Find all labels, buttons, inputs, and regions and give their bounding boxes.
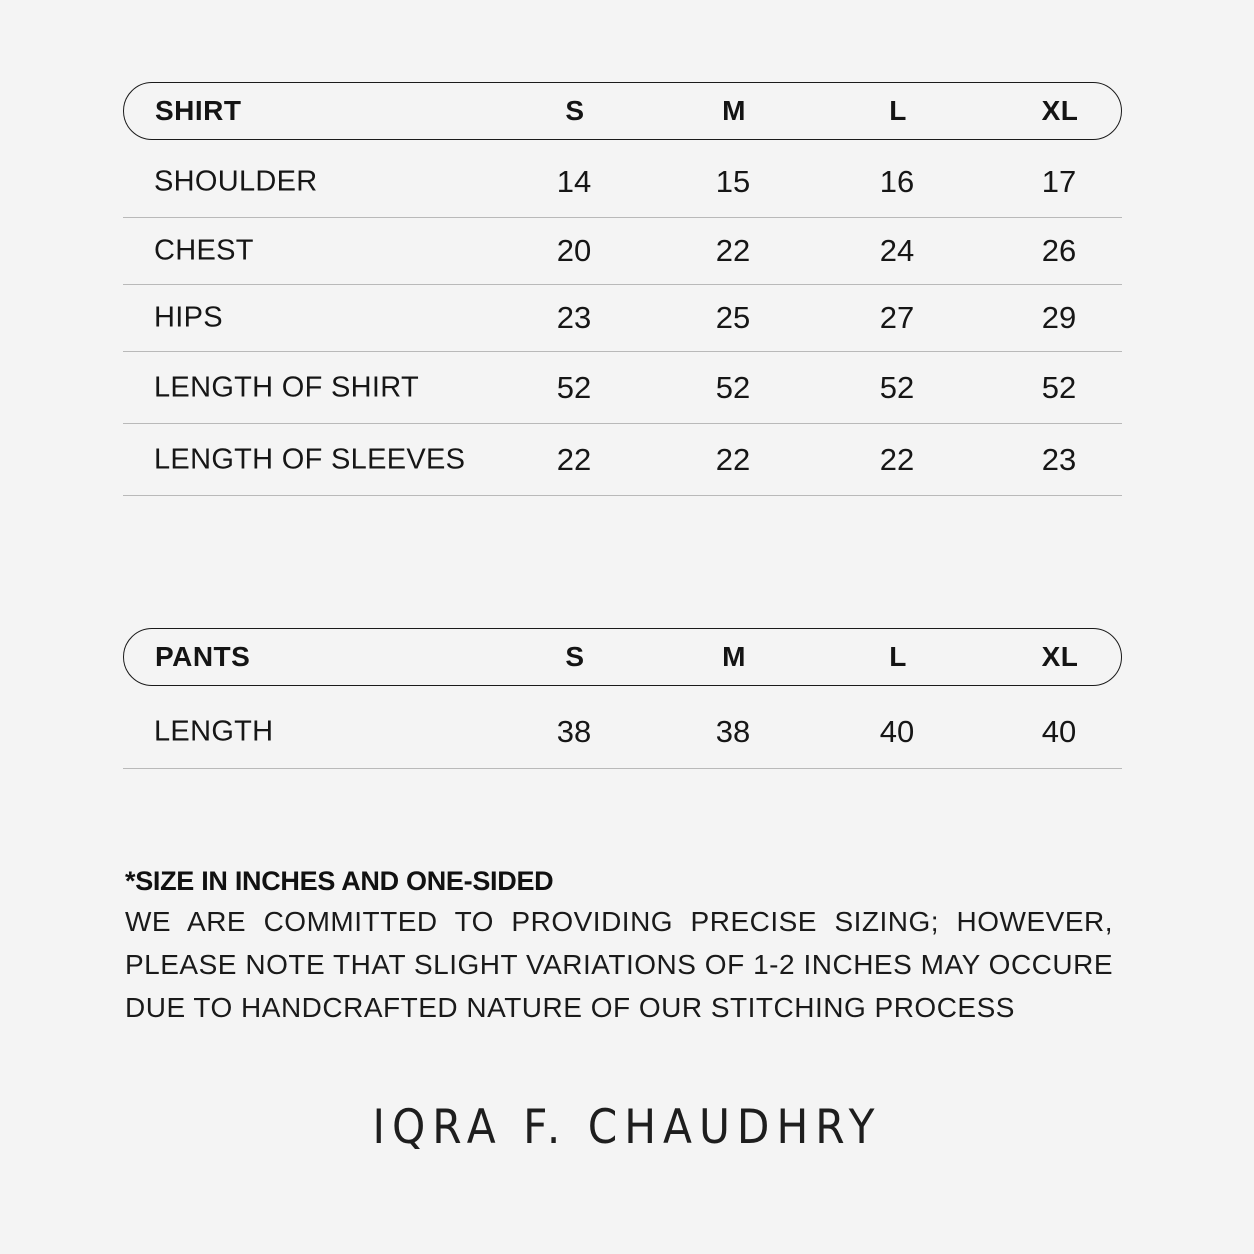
row-value-xl: 17 (1041, 163, 1077, 199)
shirt-header-label: SHIRT (155, 95, 242, 126)
row-label: HIPS (154, 301, 223, 334)
row-value-xl: 40 (1041, 713, 1077, 749)
shirt-header-size-xl: XL (1041, 95, 1079, 126)
shirt-header-size-l: L (889, 95, 907, 126)
table-row-hips (123, 285, 1122, 352)
sizing-note-text: WE ARE COMMITTED TO PROVIDING PRECISE SIZING; HOWEVER, PLEASE NOTE THAT SLIGHT VARIATIONS OF 1-2 INCHES MAY OCCURE DUE TO HANDCRAFTED NATURE OF OUR STITCHING PROCESS (125, 906, 1113, 1023)
row-label: LENGTH OF SLEEVES (154, 443, 466, 475)
row-value-s: 20 (556, 233, 592, 268)
row-value-xl: 29 (1041, 300, 1077, 335)
table-row-shoulder (123, 140, 1122, 218)
pants-header-label: PANTS (155, 641, 251, 672)
row-label: SHOULDER (154, 165, 318, 198)
row-value-s: 14 (556, 163, 592, 199)
table-row-length-of-shirt (123, 352, 1122, 424)
row-value-l: 27 (879, 300, 915, 335)
row-value-xl: 26 (1041, 233, 1077, 268)
shirt-header-size-m: M (722, 95, 746, 126)
row-value-l: 16 (879, 163, 915, 199)
brand-logo-text: IQRA F. CHAUDHRY (372, 1100, 882, 1155)
table-row-length-of-sleeves (123, 424, 1122, 496)
row-value-m: 38 (715, 713, 751, 749)
pants-header-size-s: S (565, 641, 585, 672)
row-value-s: 22 (556, 441, 592, 477)
row-value-s: 38 (556, 713, 592, 749)
row-value-l: 22 (879, 441, 915, 477)
row-value-l: 52 (879, 369, 915, 405)
row-value-m: 52 (715, 369, 751, 405)
pants-header-size-m: M (722, 641, 746, 672)
row-label: LENGTH OF SHIRT (154, 371, 419, 403)
row-label: LENGTH (154, 715, 274, 748)
shirt-table-header (123, 82, 1122, 140)
row-value-xl: 23 (1041, 441, 1077, 477)
table-row-length (123, 686, 1122, 769)
pants-header-size-xl: XL (1041, 641, 1079, 672)
row-value-m: 15 (715, 163, 751, 199)
row-value-m: 22 (715, 233, 751, 268)
sizing-note (125, 862, 1113, 1029)
row-value-s: 23 (556, 300, 592, 335)
row-value-m: 25 (715, 300, 751, 335)
row-value-m: 22 (715, 441, 751, 477)
row-value-s: 52 (556, 369, 592, 405)
pants-table-header (123, 628, 1122, 686)
sizing-note-title: *SIZE IN INCHES AND ONE-SIDED (125, 866, 554, 896)
row-value-xl: 52 (1041, 369, 1077, 405)
row-label: CHEST (154, 234, 254, 267)
pants-size-table (123, 628, 1122, 769)
table-row-chest (123, 218, 1122, 285)
pants-header-size-l: L (889, 641, 907, 672)
row-value-l: 40 (879, 713, 915, 749)
shirt-header-size-s: S (565, 95, 585, 126)
row-value-l: 24 (879, 233, 915, 268)
shirt-size-table (123, 82, 1122, 496)
